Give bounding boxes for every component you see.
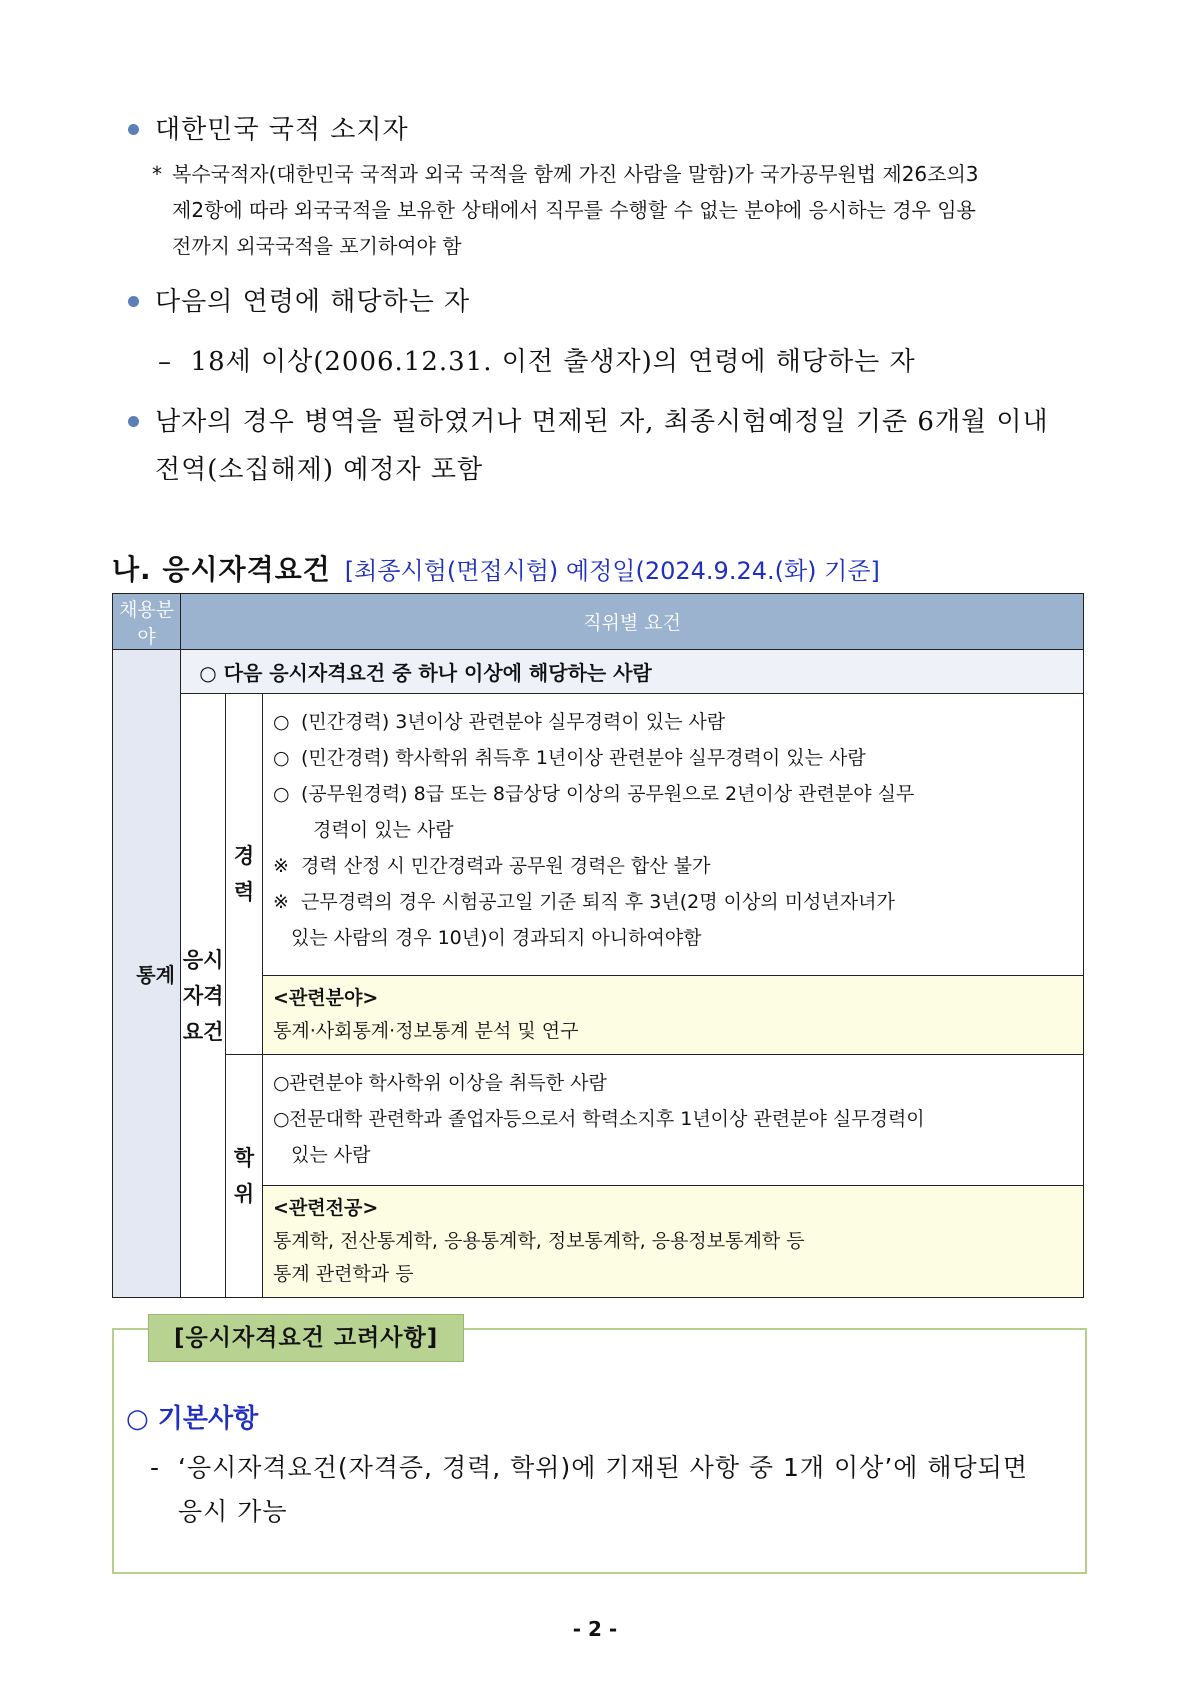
- section-heading: 나. 응시자격요건: [112, 553, 331, 586]
- career-label: [226, 694, 263, 1055]
- list-item: [273, 884, 1075, 920]
- related-label: <관련분야>: [273, 987, 379, 1009]
- note-line: 전까지 외국국적을 포기하여야 함: [172, 234, 462, 258]
- related-value: 통계·사회통계·정보통계 분석 및 연구: [273, 1020, 579, 1042]
- degree-label: [226, 1055, 263, 1298]
- label-part: 요건: [182, 1019, 224, 1044]
- age-text: 18세 이상(2006.12.31. 이전 출생자)의 연령에 해당하는 자: [190, 347, 916, 377]
- item-text: 경력이 있는 사람: [313, 819, 454, 841]
- section-title: [112, 548, 880, 588]
- age-requirement: [158, 344, 916, 380]
- note-line: 복수국적자(대한민국 국적과 외국 국적을 함께 가진 사람을 말함)가 국가공무원법 제26조의3: [172, 162, 979, 186]
- bullet-text: 대한민국 국적 소지자: [155, 115, 409, 145]
- label-part: 력: [233, 880, 255, 904]
- item-text: 전문대학 관련학과 졸업자등으로서 학력소지후 1년이상 관련분야 실무경력이: [289, 1108, 925, 1130]
- circle-icon: ○: [273, 711, 290, 733]
- circle-icon: ○: [273, 783, 290, 805]
- bullet-dot-icon: [128, 124, 139, 135]
- item-text: 경력 산정 시 민간경력과 공무원 경력은 합산 불가: [301, 855, 711, 877]
- reference-mark-icon: ※: [273, 855, 289, 877]
- item-text: 있는 사람: [291, 1144, 371, 1166]
- bullet-dot-icon: [128, 296, 139, 307]
- dual-nationality-note: [152, 156, 1082, 264]
- item-text: (민간경력) 학사학위 취득후 1년이상 관련분야 실무경력이 있는 사람: [301, 747, 866, 769]
- list-item: [273, 704, 1075, 740]
- circle-icon: ○: [273, 1108, 290, 1130]
- dash-icon: -: [150, 1453, 161, 1482]
- section-subtitle: [최종시험(면접시험) 예정일(2024.9.24.(화) 기준]: [344, 557, 880, 585]
- related-line: 통계 관련학과 등: [273, 1263, 414, 1285]
- bullet-dot-icon: [128, 416, 139, 427]
- bullet-military: [128, 404, 1088, 494]
- bullet-text: [155, 398, 1049, 494]
- requirement-summary: ○ 다음 응시자격요건 중 하나 이상에 해당하는 사람: [181, 650, 1084, 694]
- page-number: - 2 -: [572, 1617, 618, 1641]
- related-value: [273, 1225, 1073, 1291]
- list-item: [273, 776, 1075, 812]
- item-text: 있는 사람의 경우 10년)이 경과되지 아니하여야함: [291, 927, 702, 949]
- label-part: 경: [233, 844, 255, 868]
- table-row: [113, 1055, 1084, 1186]
- item-text: 관련분야 학사학위 이상을 취득한 사람: [289, 1072, 607, 1094]
- label-part: 위: [233, 1182, 255, 1206]
- list-item: [273, 848, 1075, 884]
- asterisk-icon: *: [152, 162, 162, 186]
- label-part: 자격: [182, 983, 224, 1008]
- table-header-row: [113, 594, 1084, 650]
- military-line: 남자의 경우 병역을 필하였거나 면제된 자, 최종시험예정일 기준 6개월 이내: [155, 407, 1049, 437]
- column-header-field: 채용분야: [113, 594, 181, 650]
- body-line: 응시 가능: [178, 1497, 288, 1526]
- table-row: [113, 650, 1084, 694]
- military-line: 전역(소집해제) 예정자 포함: [155, 455, 484, 485]
- label-part: 응시: [182, 947, 224, 972]
- note-line: 제2항에 따라 외국국적을 보유한 상태에서 직무를 수행할 수 없는 분야에 응시하는 경우 임용: [172, 198, 976, 222]
- item-text: (공무원경력) 8급 또는 8급상당 이상의 공무원으로 2년이상 관련분야 실무: [301, 783, 915, 805]
- bullet-age: [128, 284, 470, 320]
- considerations-body: [150, 1446, 1080, 1534]
- list-item: [273, 740, 1075, 776]
- item-text: (민간경력) 3년이상 관련분야 실무경력이 있는 사람: [301, 711, 726, 733]
- body-line: ‘응시자격요건(자격증, 경력, 학위)에 기재된 사항 중 1개 이상’에 해당되면: [178, 1453, 1028, 1482]
- item-text: 근무경력의 경우 시험공고일 기준 퇴직 후 3년(2명 이상의 미성년자녀가: [301, 891, 895, 913]
- basic-heading: ○ 기본사항: [126, 1404, 259, 1434]
- dash-icon: –: [158, 347, 191, 377]
- related-line: 통계학, 전산통계학, 응용통계학, 정보통계학, 응용정보통계학 등: [273, 1230, 805, 1252]
- circle-icon: ○: [273, 747, 290, 769]
- field-name: 통계: [113, 650, 181, 1298]
- degree-related-major: [263, 1186, 1084, 1298]
- label-part: 학: [233, 1146, 255, 1170]
- bullet-nationality: [128, 112, 409, 148]
- requirements-table: [112, 593, 1084, 1298]
- column-header-requirements: 직위별 요건: [181, 594, 1084, 650]
- circle-icon: ○: [273, 1072, 290, 1094]
- list-item: [273, 1101, 1075, 1137]
- bullet-text: 다음의 연령에 해당하는 자: [155, 287, 471, 317]
- table-row: [113, 694, 1084, 976]
- career-items: [263, 694, 1084, 976]
- considerations-label: [응시자격요건 고려사항]: [148, 1314, 464, 1362]
- related-label: <관련전공>: [273, 1197, 379, 1219]
- list-item: [273, 1065, 1075, 1101]
- requirement-label: [181, 694, 226, 1298]
- reference-mark-icon: ※: [273, 891, 289, 913]
- degree-items: [263, 1055, 1084, 1186]
- career-related-field: [263, 976, 1084, 1055]
